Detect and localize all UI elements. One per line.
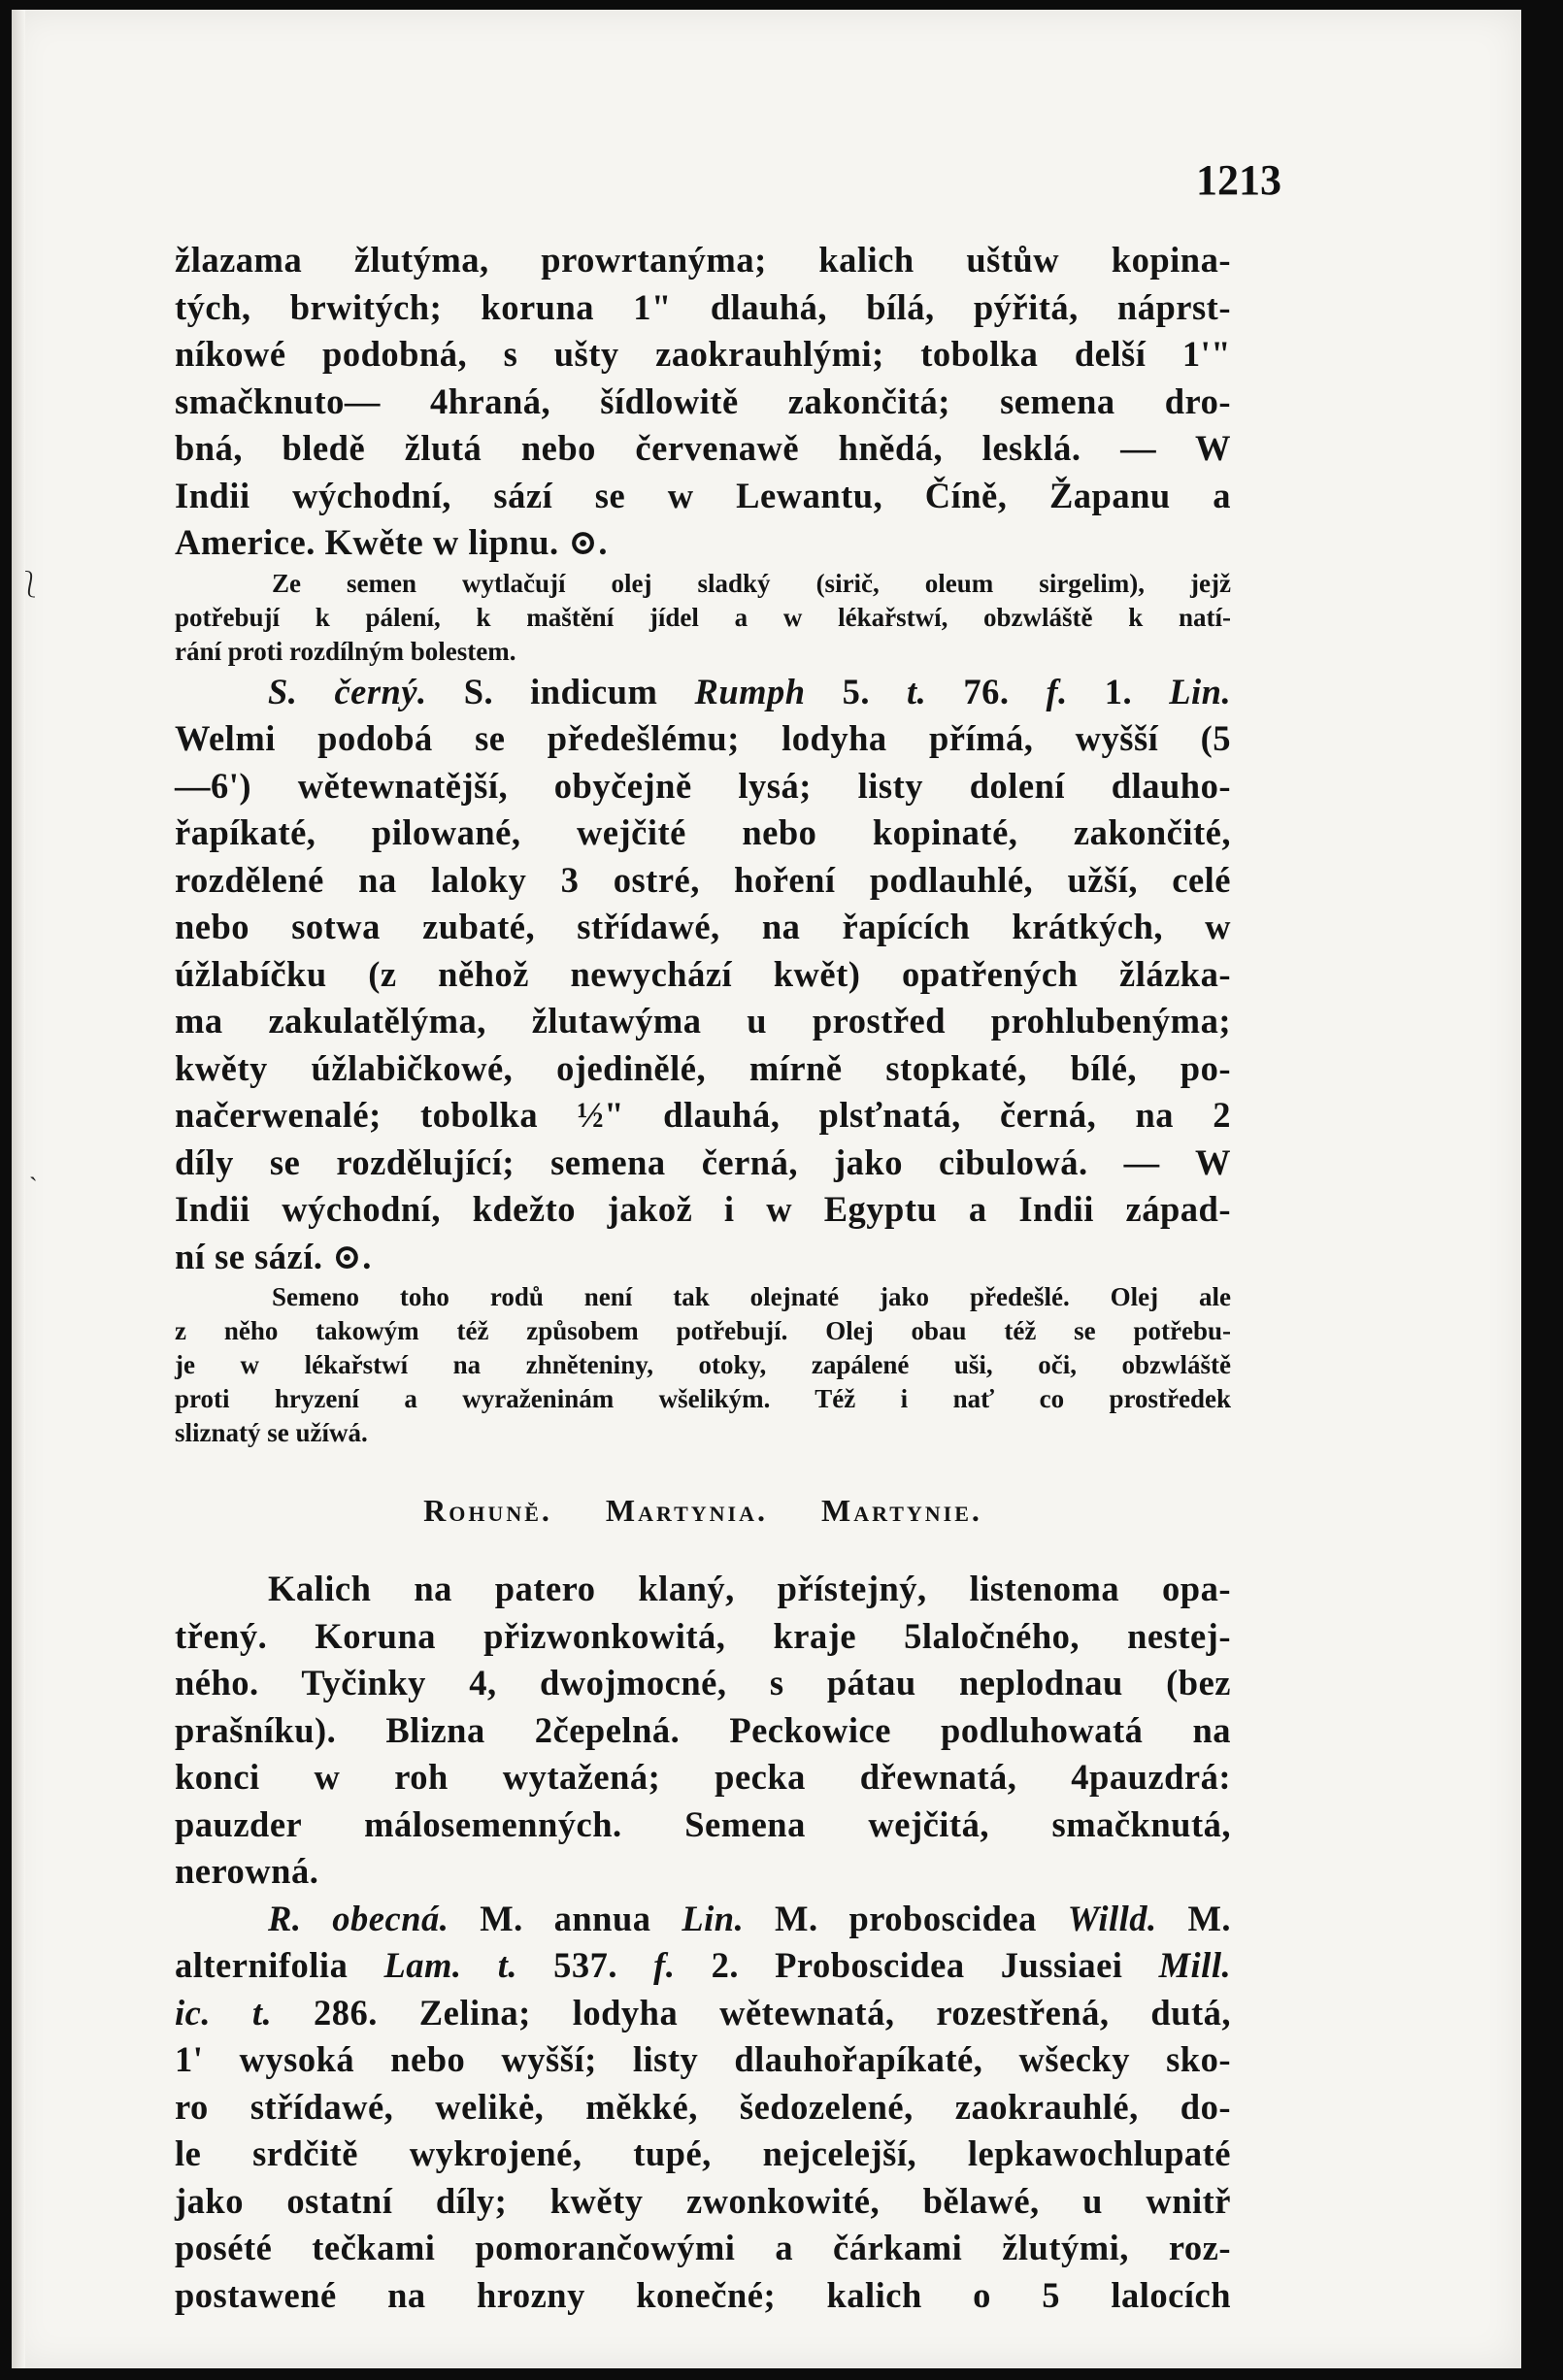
text-line: bná, bledě žlutá nebo červenawě hnědá, lesklá. — W: [175, 428, 1231, 468]
genus-name-czech-alt: Martynie.: [821, 1493, 982, 1528]
species-entry-3: [175, 1896, 1231, 2320]
species-name: R. obecná.: [268, 1898, 449, 1938]
note-line: je w lékařstwí na zhněteniny, otoky, zapálené uši, oči, obzwláště: [175, 1350, 1231, 1379]
text-line: tých, brwitých; koruna 1" dlauhá, bílá, pýřitá, náprst-: [175, 286, 1231, 327]
text-line: úžlabíčku (z něhož newychází kwět) opatřených žlázka-: [175, 953, 1231, 994]
text-line: níkowé podobná, s ušty zaokrauhlými; tobolka delší 1'": [175, 334, 1231, 374]
species-entry-2: [175, 669, 1231, 1281]
figure-label: f.: [653, 1945, 676, 1985]
paragraph-1: [175, 237, 1231, 567]
text-line: Americe. Kwěte w lipnu. ⊙.: [175, 522, 609, 562]
species-2-heading: [175, 669, 1231, 716]
text-line: prašníku). Blizna 2čepelná. Peckowice podluhowatá na: [175, 1709, 1231, 1750]
description-start: Zelina; lodyha wětewnatá, rozestřená, dutá,: [418, 1992, 1231, 2033]
page-fold-shadow: [12, 10, 25, 2368]
reference: 286.: [314, 1992, 378, 2033]
note-2: [175, 1280, 1231, 1450]
author: Lin.: [1169, 671, 1232, 711]
text-line: 1' wysoká nebo wyšší; listy dlauhořapíkaté, wšecky sko-: [175, 2039, 1231, 2079]
synonym: M.: [1187, 1898, 1232, 1938]
text-line: rozdělené na laloky 3 ostré, hoření podlauhlé, užší, celé: [175, 859, 1231, 900]
page-text: [175, 237, 1231, 2319]
text-line: konci w roh wytažená; pecka dřewnatá, 4pauzdrá:: [175, 1757, 1231, 1797]
author: Willd.: [1067, 1898, 1157, 1938]
note-line: z něho takowým též způsobem potřebují. Olej obau též se potřebu-: [175, 1316, 1231, 1345]
text-line: díly se rozdělující; semena černá, jako cibulowá. — W: [175, 1141, 1231, 1182]
reference: 2.: [711, 1945, 739, 1985]
species-3-heading: [175, 1896, 1231, 1943]
note-line: proti hryzení a wyraženinám wšelikým. Též i nať co prostředek: [175, 1384, 1231, 1413]
synonym: M. annua: [480, 1898, 651, 1938]
note-line: rání proti rozdílným bolestem.: [175, 636, 516, 666]
text-line: nerowná.: [175, 1851, 319, 1891]
text-line: ní se sází. ⊙.: [175, 1236, 372, 1276]
author: Lin.: [682, 1898, 745, 1938]
species-name: S. černý.: [268, 671, 427, 711]
text-line: žlazama žlutýma, prowrtanýma; kalich uštůw kopina-: [175, 240, 1231, 280]
text-line: ného. Tyčinky 4, dwojmocné, s pátau neplodnau (bez: [175, 1663, 1231, 1702]
genus-heading: [175, 1493, 1231, 1529]
margin-bracket-mark: ⎱: [17, 571, 44, 599]
text-line: načerwenalé; tobolka ½" dlauhá, plsťnatá, černá, na 2: [175, 1095, 1231, 1135]
note-line: Ze semen wytlačují olej sladký (sirič, oleum sirgelim), jejž: [272, 568, 1231, 598]
text-line: ma zakulatělýma, žlutawýma u prostřed prohlubenýma;: [175, 1001, 1231, 1041]
author: Lam.: [383, 1945, 462, 1985]
text-line: postawené na hrozny konečné; kalich o 5 lalocích: [175, 2274, 1231, 2315]
note-1: [175, 567, 1231, 669]
synonym: alternifolia: [175, 1945, 349, 1985]
reference: 76.: [963, 671, 1010, 711]
text-line: Indii wýchodní, sází se w Lewantu, Číně, Žapanu a: [175, 475, 1231, 515]
text-line: ro střídawé, welikė, měkké, šedozelené, zaokrauhlé, do-: [175, 2086, 1231, 2127]
genus-name-czech: Rohuně.: [423, 1493, 552, 1528]
text-line: kwěty úžlabičkowé, ojedinělé, mírně stopkaté, bílé, po-: [175, 1047, 1231, 1088]
synonym: Proboscidea Jussiaei: [775, 1945, 1123, 1985]
page-number: 1213: [1196, 156, 1281, 204]
text-line: Indii wýchodní, kdežto jakož i w Egyptu a Indii západ-: [175, 1189, 1231, 1229]
text-line: Kalich na patero klaný, přístejný, listenoma opa-: [268, 1569, 1231, 1608]
text-line: smačknuto— 4hraná, šídlowitě zakončitá; semena dro-: [175, 380, 1231, 421]
note-line: potřebují k pálení, k maštění jídel a w lékařstwí, obzwláště k natí-: [175, 602, 1231, 632]
table-label: t.: [497, 1945, 517, 1985]
text-line: posété tečkami pomorančowými a čárkami žlutými, roz-: [175, 2228, 1231, 2267]
reference: 5.: [842, 671, 870, 711]
text-line: le srdčitě wykrojené, tupé, nejcelejší, lepkawochlupaté: [175, 2133, 1231, 2173]
note-line: Semeno toho rodů není tak olejnaté jako předešlé. Olej ale: [272, 1282, 1231, 1311]
text-line: —6') wětewnatější, obyčejně lysá; listy dolení dlauho-: [175, 765, 1231, 806]
genus-name-latin: Martynia.: [605, 1493, 768, 1528]
reference: 1.: [1104, 671, 1133, 711]
text-line: jako ostatní díly; kwěty zwonkowité, bělawé, u wnitř: [175, 2180, 1231, 2221]
author: Rumph: [694, 671, 806, 711]
figure-label: f.: [1046, 671, 1068, 711]
margin-tick-mark: ˎ: [29, 1153, 38, 1181]
note-line: sliznatý se užíwá.: [175, 1418, 368, 1447]
text-line: nebo sotwa zubaté, střídawé, na řapících krátkých, w: [175, 907, 1231, 946]
text-line: řapíkaté, pilowané, wejčité nebo kopinaté, zakončité,: [175, 812, 1231, 852]
synonym: M. proboscidea: [775, 1898, 1037, 1938]
text-line: pauzder málosemenných. Semena wejčitá, smačknutá,: [175, 1803, 1231, 1844]
table-label: t.: [907, 671, 927, 711]
species-3-synonyms: [175, 1942, 1231, 1990]
synonym: S. indicum: [463, 671, 658, 711]
text-line: Welmi podobá se předešlému; lodyha přímá, wyšší (5: [175, 718, 1231, 758]
reference: 537.: [553, 1945, 618, 1985]
table-label: t.: [251, 1992, 273, 2033]
species-3-reference-line: [175, 1990, 1231, 2037]
paragraph-3: [175, 1566, 1231, 1896]
author: Mill.: [1158, 1945, 1232, 1985]
text-line: třený. Koruna přizwonkowitá, kraje 5laločného, nestej-: [175, 1615, 1231, 1656]
reference: ic.: [175, 1992, 211, 2033]
